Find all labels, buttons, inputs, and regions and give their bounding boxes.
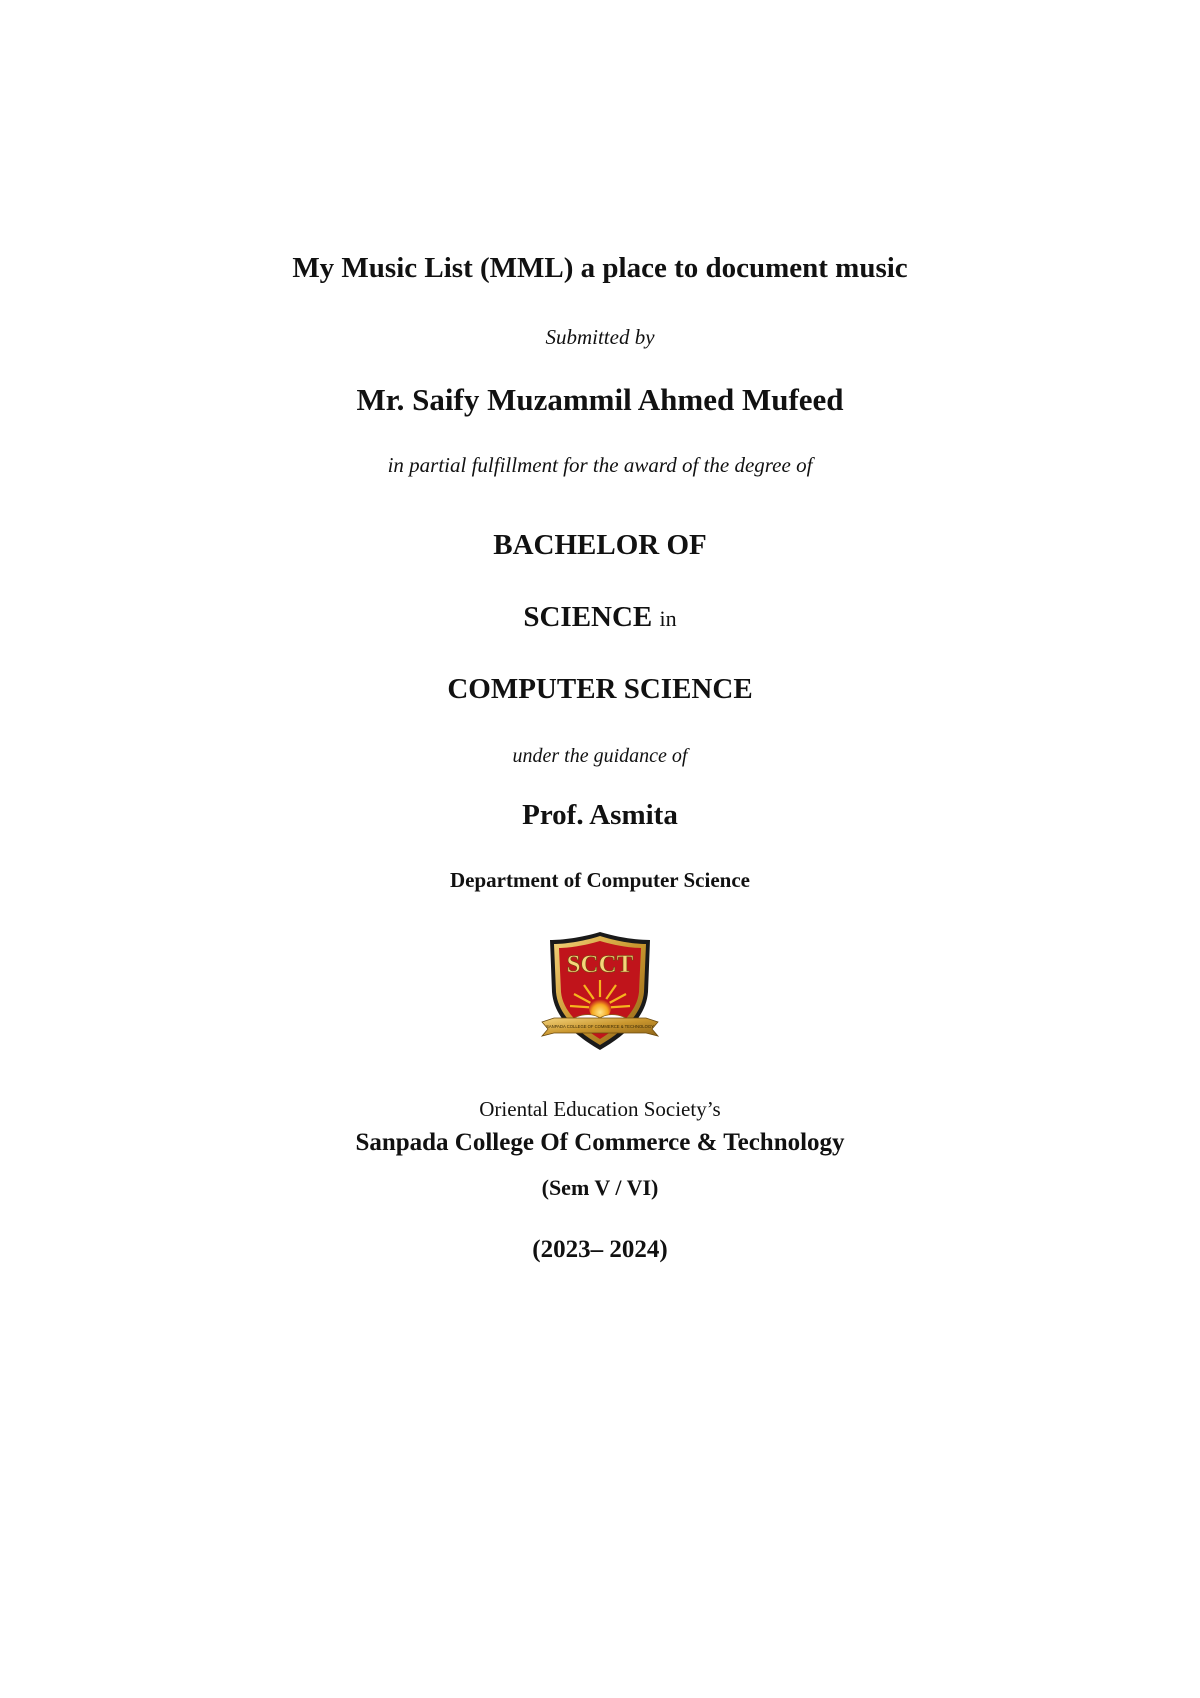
semester-label: (Sem V / VI) xyxy=(541,1175,659,1200)
student-name: Mr. Saify Muzammil Ahmed Mufeed xyxy=(356,382,844,417)
guide-name: Prof. Asmita xyxy=(522,799,678,831)
academic-year: (2023– 2024) xyxy=(532,1236,668,1263)
department-name: Department of Computer Science xyxy=(450,868,750,892)
fulfillment-text: in partial fulfillment for the award of the degree of xyxy=(387,453,813,477)
society-name: Oriental Education Society’s xyxy=(479,1097,721,1121)
degree-line-3: COMPUTER SCIENCE xyxy=(447,673,753,705)
logo-ribbon-text: SANPADA COLLEGE OF COMMERCE & TECHNOLOGY xyxy=(546,1024,654,1029)
degree-line-1: BACHELOR OF xyxy=(493,529,707,561)
guidance-label: under the guidance of xyxy=(512,745,688,767)
degree-line-2-suffix: in xyxy=(659,606,677,631)
submitted-by-label: Submitted by xyxy=(545,325,655,349)
degree-line-2 xyxy=(0,603,1200,632)
report-title: My Music List (MML) a place to document music xyxy=(292,252,908,284)
college-logo xyxy=(540,930,660,1052)
college-name: Sanpada College Of Commerce & Technology xyxy=(355,1129,845,1156)
degree-line-2-text: SCIENCE xyxy=(523,601,653,633)
logo-text: SCCT xyxy=(566,951,634,978)
